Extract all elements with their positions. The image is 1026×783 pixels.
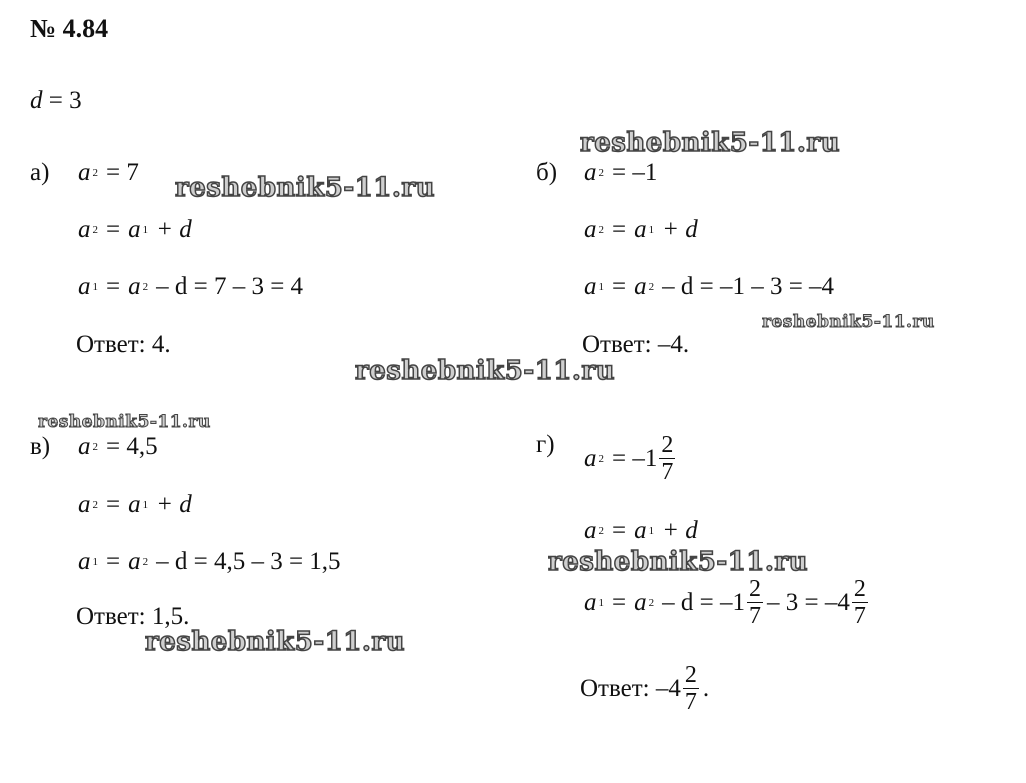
var-a: a: [634, 273, 647, 300]
part-v-formula: [78, 490, 192, 520]
watermark: reshebnik5-11.ru: [580, 128, 841, 158]
part-v-label: в): [30, 433, 51, 460]
part-v-solve: [78, 547, 341, 577]
part-v-answer: Ответ: 1,5.: [76, 603, 190, 630]
formula-rest: + d: [662, 216, 698, 243]
var-a: a: [78, 273, 91, 300]
watermark: reshebnik5-11.ru: [762, 312, 935, 332]
watermark: reshebnik5-11.ru: [175, 173, 436, 203]
subscript: 1: [598, 596, 604, 609]
given-d-var: d: [30, 87, 43, 114]
subscript: 2: [92, 224, 98, 236]
value-text: = 4,5: [106, 433, 158, 460]
var-a: a: [78, 159, 91, 186]
part-g-formula: [584, 516, 698, 546]
given-d-value: = 3: [42, 87, 82, 114]
fraction-denominator: 7: [853, 603, 866, 629]
part-a-answer: Ответ: 4.: [76, 331, 171, 358]
subscript: 2: [92, 499, 98, 511]
equals-sign: =: [106, 216, 121, 243]
part-a-formula: [78, 215, 192, 245]
part-g-label: г): [536, 431, 555, 458]
subscript: 2: [648, 281, 655, 293]
formula-rest: + d: [662, 517, 698, 544]
part-a-given: [78, 158, 139, 188]
var-a: a: [584, 273, 597, 300]
fraction: [747, 576, 763, 629]
equals-sign: =: [612, 588, 627, 616]
equals-sign: =: [106, 491, 121, 518]
solve-rest: – d = 4,5 – 3 = 1,5: [156, 548, 341, 575]
subscript: 1: [598, 281, 604, 293]
var-a: a: [78, 491, 91, 518]
value-text: = –1: [612, 159, 658, 186]
fraction: [683, 662, 699, 715]
part-b-solve: [584, 272, 834, 302]
var-a: a: [584, 444, 597, 472]
watermark: reshebnik5-11.ru: [548, 547, 809, 577]
var-a: a: [584, 159, 597, 186]
watermark: reshebnik5-11.ru: [355, 356, 616, 386]
var-a: a: [634, 517, 647, 544]
var-a: a: [128, 548, 141, 575]
fraction: [659, 432, 675, 485]
subscript: 2: [92, 441, 98, 453]
part-b-given: [584, 158, 657, 188]
var-a: a: [78, 548, 91, 575]
equals-sign: =: [612, 216, 627, 243]
part-b-label: б): [536, 159, 558, 186]
fraction-denominator: 7: [661, 459, 674, 485]
equals-sign: =: [106, 548, 121, 575]
solve-rest: – d = –1 – 3 = –4: [662, 273, 835, 300]
fraction-numerator: 2: [853, 576, 866, 602]
subscript: 1: [142, 224, 149, 236]
part-a-label: а): [30, 159, 50, 186]
var-a: a: [128, 491, 141, 518]
formula-rest: + d: [156, 216, 192, 243]
part-b-formula: [584, 215, 698, 245]
var-a: a: [634, 588, 647, 616]
fraction-denominator: 7: [684, 689, 697, 715]
part-a-solve: [78, 272, 303, 302]
var-a: a: [128, 216, 141, 243]
equals-sign: =: [612, 273, 627, 300]
var-a: a: [128, 273, 141, 300]
subscript: 1: [142, 499, 149, 511]
watermark: reshebnik5-11.ru: [38, 412, 211, 432]
subscript: 2: [92, 167, 98, 179]
part-g-solve: [584, 576, 872, 629]
part-g-answer: [580, 662, 709, 715]
given-d: [30, 86, 82, 116]
problem-number: № 4.84: [30, 14, 109, 43]
var-a: a: [584, 517, 597, 544]
fraction-numerator: 2: [661, 432, 674, 458]
part-g-given: [584, 432, 679, 485]
subscript: 1: [92, 281, 98, 293]
formula-rest: + d: [156, 491, 192, 518]
var-a: a: [584, 588, 597, 616]
part-b-answer: Ответ: –4.: [582, 331, 690, 358]
solve-rest: – d = 7 – 3 = 4: [156, 273, 304, 300]
answer-suffix: .: [702, 674, 710, 702]
var-a: a: [78, 216, 91, 243]
subscript: 2: [598, 452, 604, 465]
subscript: 2: [142, 281, 149, 293]
watermark: reshebnik5-11.ru: [145, 627, 406, 657]
value-text: = –1: [612, 444, 658, 472]
solve-part-2: – 3 = –4: [766, 588, 850, 616]
fraction: [852, 576, 868, 629]
subscript: 1: [92, 556, 98, 568]
part-v-given: [78, 432, 158, 462]
fraction-numerator: 2: [684, 662, 697, 688]
var-a: a: [584, 216, 597, 243]
subscript: 1: [648, 525, 655, 537]
subscript: 2: [598, 167, 604, 179]
subscript: 2: [142, 556, 149, 568]
var-a: a: [634, 216, 647, 243]
answer-prefix: Ответ: –4: [580, 674, 681, 702]
fraction-denominator: 7: [748, 603, 761, 629]
equals-sign: =: [612, 517, 627, 544]
subscript: 2: [648, 596, 655, 609]
subscript: 1: [648, 224, 655, 236]
fraction-numerator: 2: [748, 576, 761, 602]
subscript: 2: [598, 525, 604, 537]
solve-part-1: – d = –1: [662, 588, 745, 616]
var-a: a: [78, 433, 91, 460]
value-text: = 7: [106, 159, 139, 186]
subscript: 2: [598, 224, 604, 236]
equals-sign: =: [106, 273, 121, 300]
